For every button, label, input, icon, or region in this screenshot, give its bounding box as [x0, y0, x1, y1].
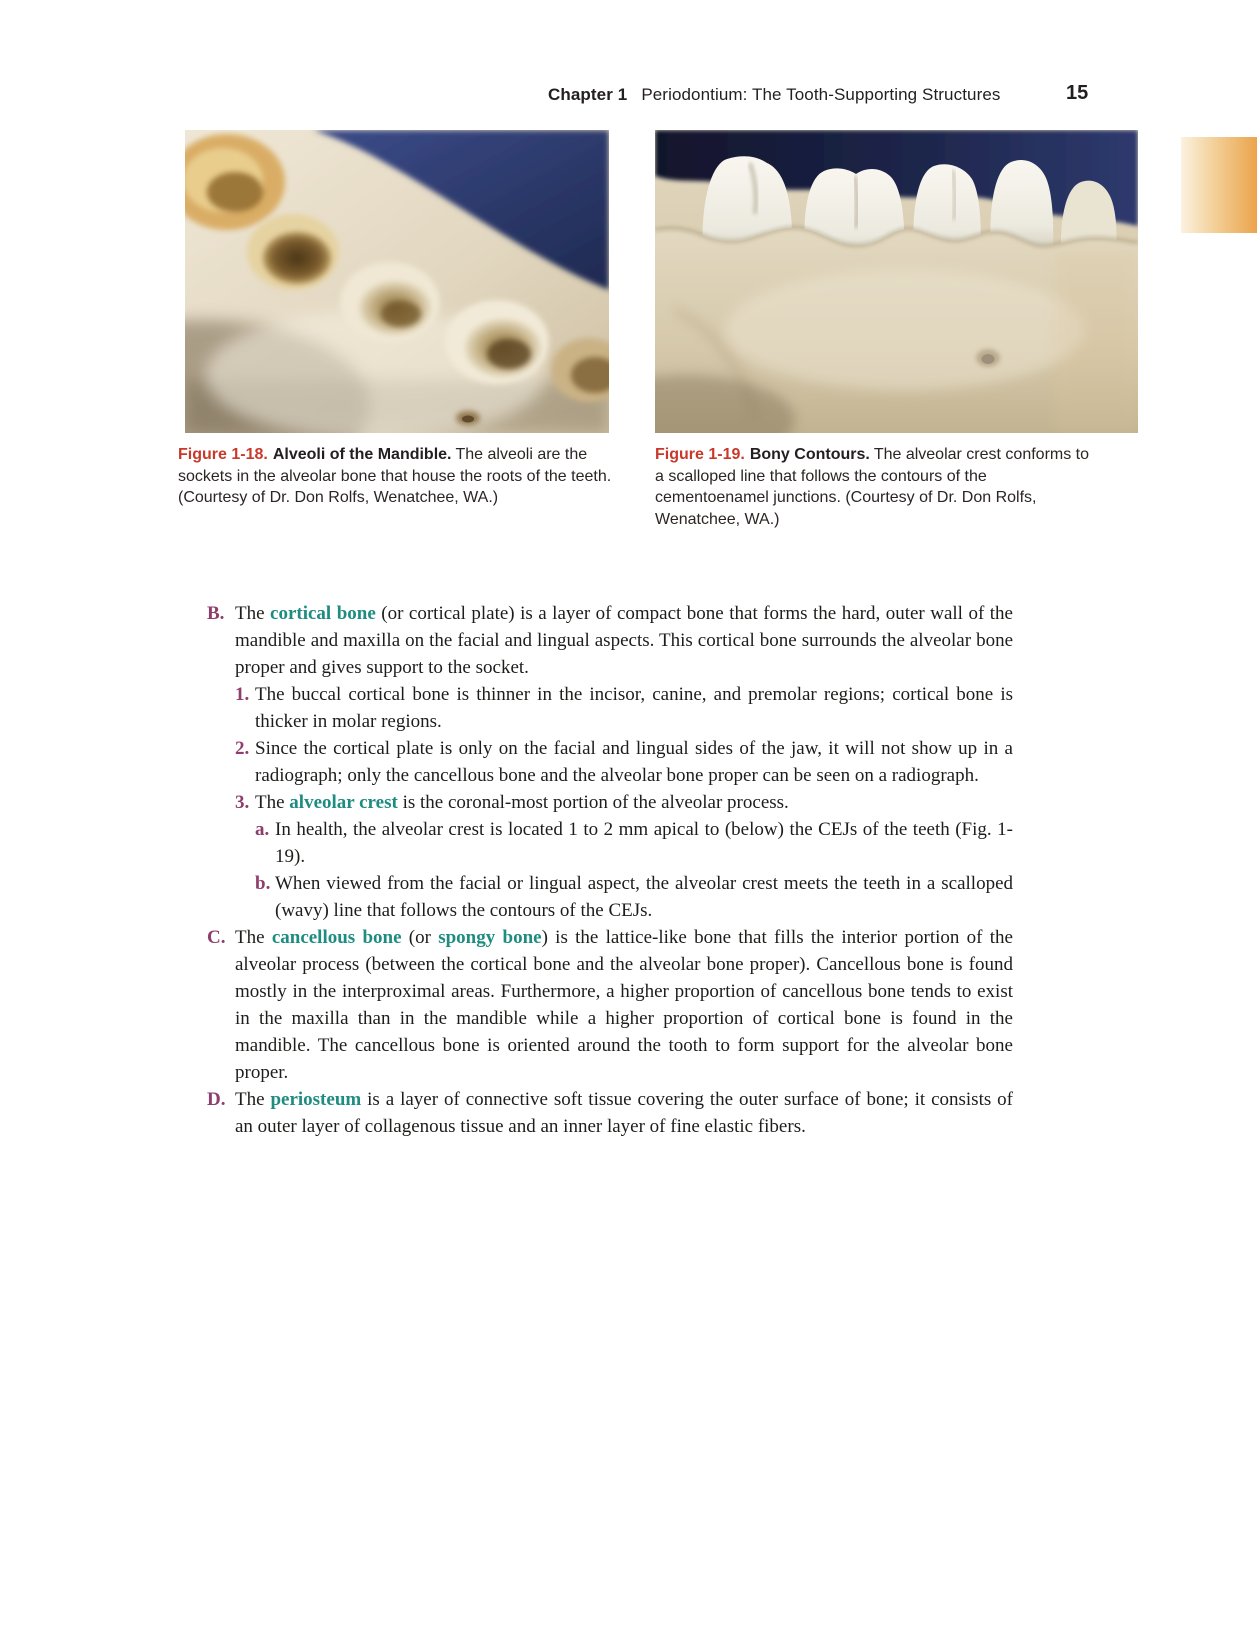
figure-1-19 [655, 130, 1138, 530]
key-term: periosteum [270, 1089, 362, 1110]
outline-item [255, 870, 1013, 924]
outline-item-text: Since the cortical plate is only on the facial and lingual sides of the jaw, it will not show up in a radiograph; only the cancellous bone and the alveolar bone proper can be seen on a radiograph. [255, 738, 1013, 786]
outline-section [207, 600, 1013, 1140]
figure-1-19-caption [655, 444, 1102, 530]
key-term: spongy bone [438, 927, 542, 948]
figure-1-18-caption [178, 444, 615, 509]
key-term: alveolar crest [289, 792, 398, 813]
outline-item-label: b. [255, 873, 271, 894]
figure-1-18-label: Figure 1-18. [178, 446, 268, 463]
chapter-label: Chapter 1 [548, 85, 628, 104]
figure-1-19-title: Bony Contours. [749, 446, 870, 463]
outline-item-label: 2. [235, 738, 250, 759]
figure-1-18-text: The alveoli are the sockets in the alveolar bone that house the roots of the teeth. (Courtesy of Dr. Don Rolfs, Wenatchee, WA.) [178, 446, 612, 506]
mandible-bony-contours-photo [655, 130, 1138, 433]
figure-1-18-title: Alveoli of the Mandible. [272, 446, 452, 463]
outline-item-label: 3. [235, 792, 250, 813]
running-head [548, 85, 1001, 105]
outline-item-text: In health, the alveolar crest is located 1 to 2 mm apical to (below) the CEJs of the teeth (Fig. 1-19). [275, 819, 1013, 867]
outline-item-text: The cortical bone (or cortical plate) is a layer of compact bone that forms the hard, outer wall of the mandible and maxilla on the facial and lingual aspects. This cortical bone surrounds the alveolar bone proper and gives support to the socket. [235, 603, 1013, 678]
mandible-alveoli-photo [185, 130, 609, 433]
outline-item [207, 1086, 1013, 1140]
outline-item [207, 924, 1013, 1086]
outline-item-text: The buccal cortical bone is thinner in the incisor, canine, and premolar regions; cortical bone is thicker in molar regions. [255, 684, 1013, 732]
outline-item-text: When viewed from the facial or lingual aspect, the alveolar crest meets the teeth in a scalloped (wavy) line that follows the contours of the CEJs. [275, 873, 1013, 921]
outline-item-label: C. [207, 927, 226, 948]
figure-1-18 [178, 130, 612, 509]
outline-item-label: D. [207, 1089, 226, 1110]
chapter-title: Periodontium: The Tooth-Supporting Structures [641, 85, 1001, 104]
outline-item-label: 1. [235, 684, 250, 705]
page-number: 15 [1066, 82, 1089, 104]
outline-item-text: The cancellous bone (or spongy bone) is the lattice-like bone that fills the interior portion of the alveolar process (between the cortical bone and the alveolar bone proper). Cancellous bone is found mostly in the interproximal areas. Furthermore, a higher proportion of cancellous bone tends to exist in the maxilla than in the mandible while a higher proportion of cortical bone is found in the mandible. The cancellous bone is oriented around the tooth to form support for the alveolar bone proper. [235, 927, 1013, 1083]
outline-item-label: B. [207, 603, 225, 624]
outline-item [235, 735, 1013, 789]
outline-item [235, 789, 1013, 816]
outline-item-text: The alveolar crest is the coronal-most portion of the alveolar process. [255, 792, 789, 813]
outline-item [255, 816, 1013, 870]
figure-1-19-label: Figure 1-19. [655, 446, 745, 463]
outline-list [207, 600, 1013, 1140]
figure-1-19-text: The alveolar crest conforms to a scalloped line that follows the contours of the cementoenamel junctions. (Courtesy of Dr. Don Rolfs, Wenatchee, WA.) [655, 446, 1090, 528]
outline-item-label: a. [255, 819, 270, 840]
key-term: cancellous bone [271, 927, 402, 948]
chapter-edge-tab [1181, 137, 1257, 233]
outline-item [207, 600, 1013, 681]
outline-item [235, 681, 1013, 735]
key-term: cortical bone [270, 603, 376, 624]
outline-item-text: The periosteum is a layer of connective soft tissue covering the outer surface of bone; it consists of an outer layer of collagenous tissue and an inner layer of fine elastic fibers. [235, 1089, 1013, 1137]
